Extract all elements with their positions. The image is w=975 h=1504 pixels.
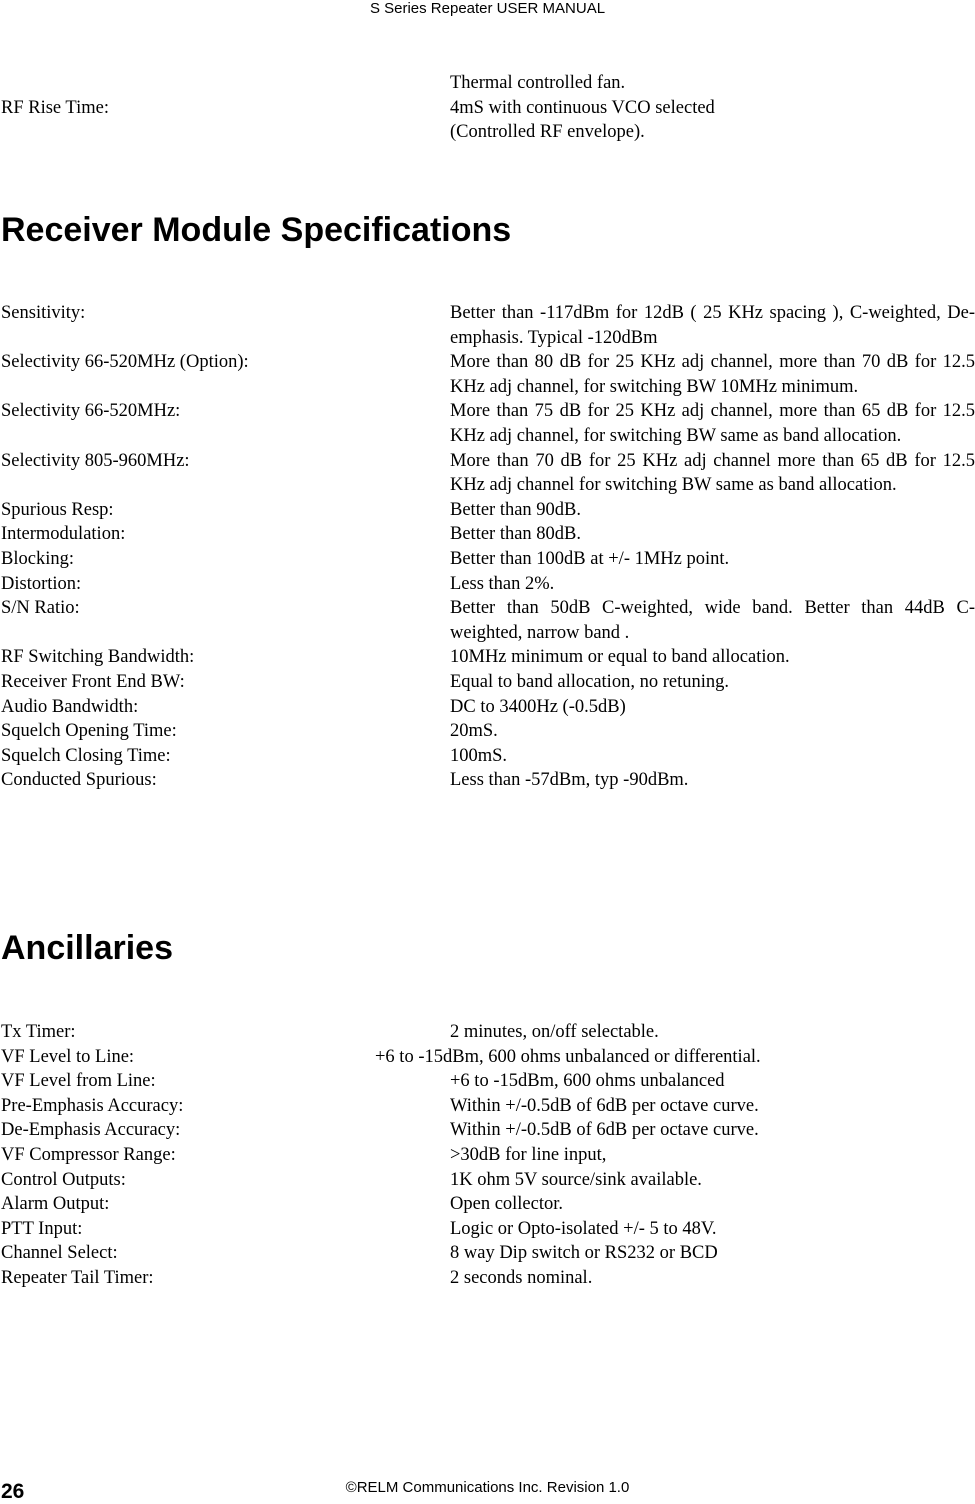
spec-row-selectivity-option — [0, 350, 975, 399]
spec-row-de-emphasis — [0, 1118, 975, 1143]
spec-value: Better than 100dB at +/- 1MHz point. — [450, 548, 730, 569]
spec-label: Selectivity 66-520MHz: — [1, 401, 181, 422]
page-number: 26 — [1, 1480, 25, 1503]
spec-value: Better than 50dB C-weighted, wide band. Better than 44dB C-weighted, narrow band . — [450, 598, 975, 643]
spec-label: PTT Input: — [1, 1218, 83, 1239]
spec-value: Open collector. — [450, 1194, 564, 1215]
spec-value: 10MHz minimum or equal to band allocation. — [450, 647, 790, 668]
running-header: S Series Repeater USER MANUAL — [369, 0, 606, 17]
spec-value: +6 to -15dBm, 600 ohms unbalanced or differential. — [375, 1046, 761, 1067]
spec-row-vf-compressor — [0, 1143, 975, 1168]
spec-label: Conducted Spurious: — [1, 770, 157, 791]
spec-row — [0, 71, 975, 96]
spec-label: VF Compressor Range: — [1, 1144, 176, 1165]
spec-value: +6 to -15dBm, 600 ohms unbalanced — [450, 1071, 725, 1092]
spec-label: Repeater Tail Timer: — [1, 1267, 154, 1288]
spec-row-sensitivity — [0, 301, 975, 350]
spec-row-selectivity-66-520 — [0, 399, 975, 448]
spec-row-rf-switching-bw — [0, 645, 975, 670]
spec-value: 2 minutes, on/off selectable. — [450, 1022, 659, 1042]
ancillaries-spec-list — [0, 1020, 975, 1291]
spec-label: Channel Select: — [1, 1243, 118, 1264]
spec-label: RF Rise Time: — [1, 97, 109, 118]
section-heading-ancillaries: Ancillaries — [1, 929, 173, 967]
receiver-spec-list — [0, 301, 975, 793]
spec-label: Squelch Closing Time: — [1, 745, 171, 766]
spec-label: Selectivity 66-520MHz (Option): — [1, 352, 249, 373]
spec-value: 100mS. — [450, 745, 508, 766]
spec-row-tail-timer — [0, 1266, 975, 1291]
spec-label: De-Emphasis Accuracy: — [1, 1120, 181, 1141]
spec-row-alarm-output — [0, 1192, 975, 1217]
spec-row-conducted-spurious — [0, 768, 975, 793]
spec-row-channel-select — [0, 1241, 975, 1266]
spec-row-distortion — [0, 572, 975, 597]
footer-copyright: ©RELM Communications Inc. Revision 1.0 — [345, 1479, 630, 1496]
spec-label: Audio Bandwidth: — [1, 696, 139, 717]
spec-row-rf-rise — [0, 96, 975, 121]
spec-row-selectivity-805-960 — [0, 449, 975, 498]
spec-label: Squelch Opening Time: — [1, 721, 177, 742]
spec-row-squelch-open — [0, 719, 975, 744]
spec-label: S/N Ratio: — [1, 598, 80, 619]
spec-value: More than 70 dB for 25 KHz adj channel more than 65 dB for 12.5 KHz adj channel for switching BW same as band allocation. — [450, 450, 975, 496]
spec-value: (Controlled RF envelope). — [450, 122, 645, 143]
spec-value: Equal to band allocation, no retuning. — [450, 671, 729, 692]
spec-row-spurious — [0, 498, 975, 523]
spec-row-sn-ratio — [0, 596, 975, 645]
spec-label: RF Switching Bandwidth: — [1, 647, 195, 668]
spec-value: 20mS. — [450, 721, 498, 742]
spec-label: Intermodulation: — [1, 524, 126, 545]
spec-value: Logic or Opto-isolated +/- 5 to 48V. — [450, 1218, 717, 1239]
spec-row-control-outputs — [0, 1168, 975, 1193]
spec-row-audio-bw — [0, 695, 975, 720]
spec-row-ptt-input — [0, 1217, 975, 1242]
spec-value: 1K ohm 5V source/sink available. — [450, 1169, 702, 1190]
spec-row-intermodulation — [0, 522, 975, 547]
spec-row-vf-level-to-line — [0, 1045, 975, 1070]
spec-label: Distortion: — [1, 573, 82, 594]
spec-row-vf-level-from-line — [0, 1069, 975, 1094]
spec-value: 8 way Dip switch or RS232 or BCD — [450, 1243, 718, 1264]
spec-row-blocking — [0, 547, 975, 572]
spec-row-front-end-bw — [0, 670, 975, 695]
spec-value: Better than -117dBm for 12dB ( 25 KHz spacing ), C-weighted, De-emphasis. Typical -120dBm — [450, 303, 975, 348]
spec-row-squelch-close — [0, 744, 975, 769]
section-heading-receiver: Receiver Module Specifications — [1, 211, 512, 249]
spec-label: Alarm Output: — [1, 1194, 110, 1215]
spec-value: DC to 3400Hz (-0.5dB) — [450, 696, 626, 717]
spec-row-pre-emphasis — [0, 1094, 975, 1119]
spec-row-tx-timer — [0, 1020, 975, 1045]
spec-value: >30dB for line input, — [450, 1144, 607, 1165]
spec-value: Thermal controlled fan. — [450, 73, 626, 93]
spec-value: More than 75 dB for 25 KHz adj channel, more than 65 dB for 12.5 KHz adj channel, for switching BW same as band allocation. — [450, 401, 975, 446]
spec-label: Receiver Front End BW: — [1, 671, 185, 692]
spec-value: Within +/-0.5dB of 6dB per octave curve. — [450, 1120, 759, 1141]
spec-value: More than 80 dB for 25 KHz adj channel, more than 70 dB for 12.5 KHz adj channel, for switching BW 10MHz minimum. — [450, 352, 975, 397]
spec-value: Less than 2%. — [450, 573, 555, 594]
spec-label: VF Level from Line: — [1, 1071, 156, 1092]
spec-value: Better than 80dB. — [450, 524, 582, 545]
spec-value: Better than 90dB. — [450, 499, 582, 520]
spec-label: Control Outputs: — [1, 1169, 126, 1190]
spec-value: 4mS with continuous VCO selected — [450, 97, 715, 118]
spec-label: Sensitivity: — [1, 303, 86, 323]
spec-label: VF Level to Line: — [1, 1046, 135, 1067]
top-spec-block — [0, 71, 975, 145]
spec-value: 2 seconds nominal. — [450, 1267, 593, 1288]
spec-label: Tx Timer: — [1, 1022, 76, 1042]
spec-value: Within +/-0.5dB of 6dB per octave curve. — [450, 1095, 759, 1116]
spec-label: Pre-Emphasis Accuracy: — [1, 1095, 184, 1116]
spec-row — [0, 120, 975, 145]
spec-value: Less than -57dBm, typ -90dBm. — [450, 770, 689, 791]
spec-label: Selectivity 805-960MHz: — [1, 450, 190, 471]
spec-label: Blocking: — [1, 548, 74, 569]
spec-label: Spurious Resp: — [1, 499, 114, 520]
